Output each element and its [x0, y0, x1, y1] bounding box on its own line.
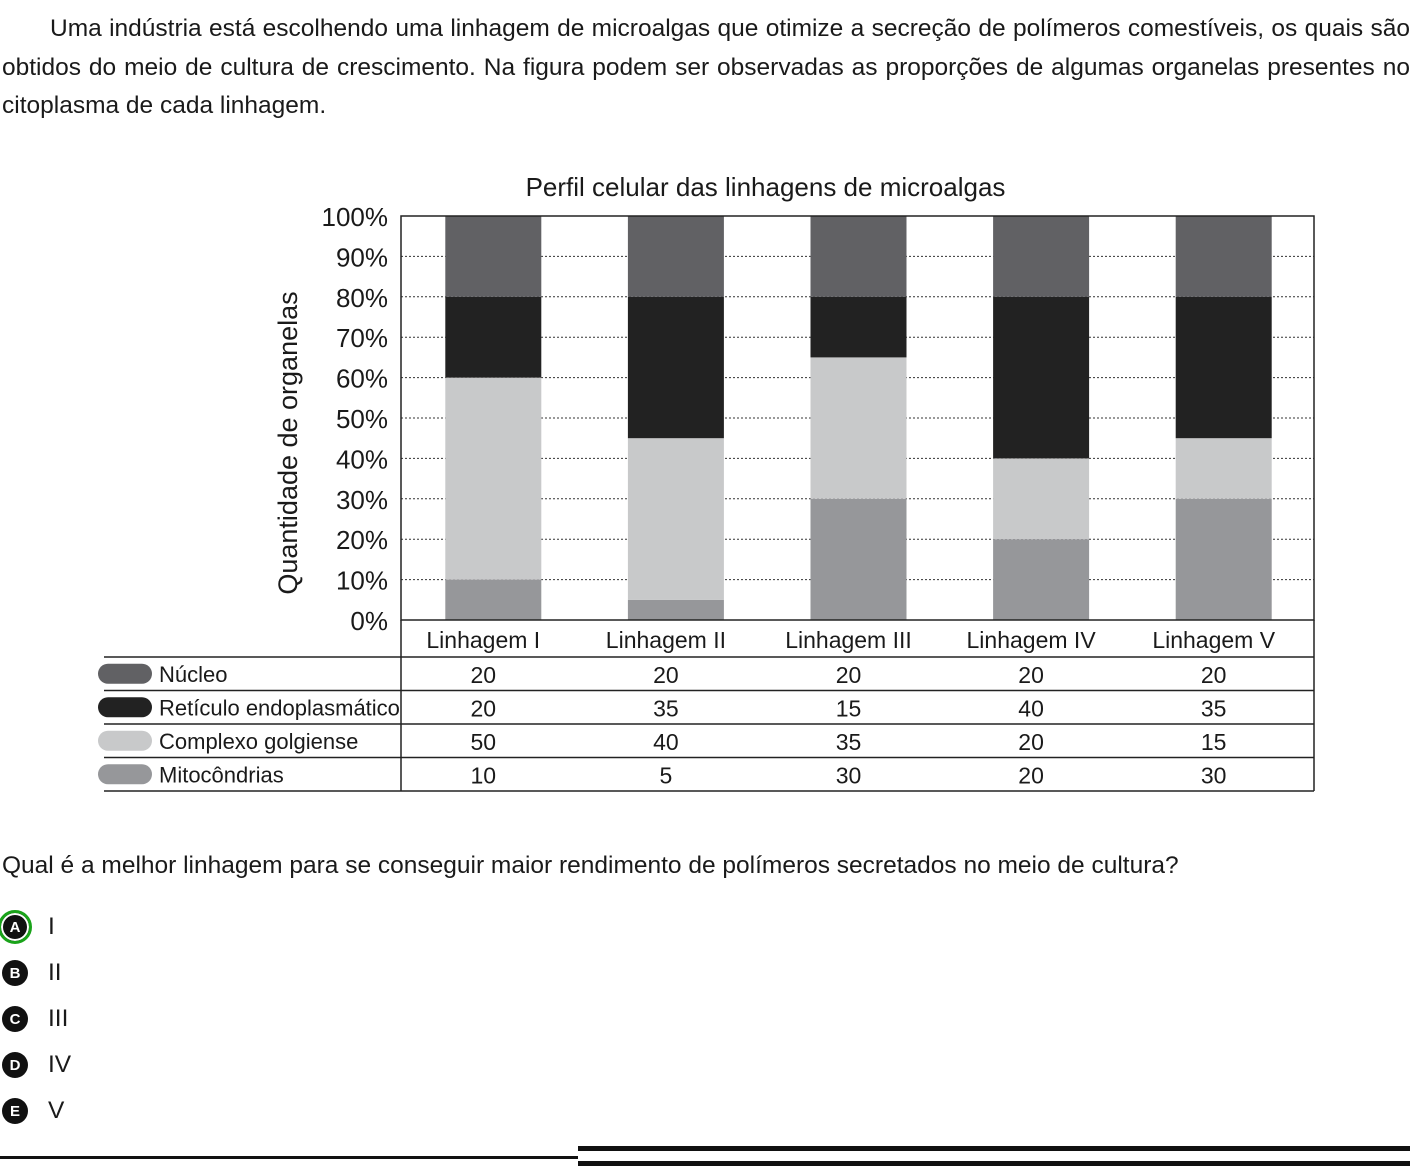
table-value: 10: [470, 762, 497, 789]
option-d-text: IV: [48, 1051, 72, 1078]
x-tick-label: Linhagem IV: [966, 627, 1096, 653]
option-a-badge[interactable]: A: [0, 910, 32, 944]
bar-segment: [811, 216, 907, 297]
bar-segment: [993, 458, 1089, 539]
bar-segment: [1176, 297, 1272, 438]
option-b-badge[interactable]: B: [2, 960, 28, 986]
chart-title: Perfil celular das linhagens de microalgas: [525, 172, 1006, 202]
y-tick-label: 80%: [335, 282, 388, 313]
answer-options: [2, 904, 71, 1134]
legend-label: Mitocôndrias: [159, 762, 284, 788]
table-value: 15: [1200, 728, 1227, 755]
legend-label: Núcleo: [159, 661, 228, 687]
x-tick-label: Linhagem I: [426, 627, 541, 653]
footer-rule-left: [0, 1156, 578, 1159]
table-value: 20: [1018, 728, 1044, 755]
table-value: 35: [1200, 695, 1227, 722]
bar-segment: [811, 357, 907, 498]
bar-segment: [1176, 216, 1272, 297]
legend-swatch: [98, 731, 152, 751]
table-value: 30: [835, 762, 862, 789]
option-d[interactable]: [2, 1042, 71, 1088]
bar-segment: [628, 600, 724, 620]
option-c-text: III: [48, 1005, 69, 1032]
y-tick-label: 0%: [350, 606, 388, 636]
bar-segment: [628, 438, 724, 600]
table-value: 35: [835, 728, 862, 755]
bar-segment: [993, 539, 1089, 620]
legend-label: Retículo endoplasmático: [159, 695, 400, 721]
x-tick-label: Linhagem V: [1152, 627, 1276, 653]
table-value: 20: [470, 661, 497, 688]
y-tick-label: 100%: [321, 202, 388, 232]
option-b-text: II: [48, 959, 62, 986]
footer-rule-right-bottom: [578, 1161, 1410, 1166]
bar-segment: [445, 580, 541, 620]
option-c[interactable]: [2, 996, 71, 1042]
y-tick-label: 60%: [335, 363, 388, 394]
y-tick-label: 50%: [335, 404, 388, 434]
option-d-badge[interactable]: D: [2, 1052, 28, 1078]
bar-segment: [628, 297, 724, 438]
y-axis-label: Quantidade de organelas: [273, 291, 303, 595]
option-c-badge[interactable]: C: [2, 1006, 28, 1032]
bar-segment: [993, 216, 1089, 297]
y-tick-label: 10%: [335, 565, 388, 596]
option-e-badge[interactable]: E: [2, 1098, 28, 1124]
table-value: 30: [1200, 762, 1227, 789]
table-value: 20: [1200, 661, 1227, 688]
bar-segment: [628, 216, 724, 297]
legend-swatch: [98, 764, 152, 784]
table-value: 20: [1018, 661, 1044, 688]
legend-swatch: [98, 664, 152, 684]
table-value: 40: [653, 728, 679, 755]
bar-segment: [811, 499, 907, 620]
option-a[interactable]: [2, 904, 71, 950]
bar-segment: [1176, 499, 1272, 620]
option-e[interactable]: [2, 1088, 71, 1134]
table-value: 20: [653, 661, 679, 688]
intro-paragraph: Uma indústria está escolhendo uma linhagem de microalgas que otimize a secreção de polímeros comestíveis, os quais são obtidos do meio de cultura de crescimento. Na figura podem ser observadas as proporções de algumas organelas presentes no citoplasma de cada linhagem.: [2, 15, 1410, 119]
y-tick-label: 20%: [335, 525, 388, 556]
y-tick-label: 90%: [335, 242, 388, 273]
legend-label: Complexo golgiense: [159, 728, 359, 754]
table-value: 15: [835, 695, 862, 722]
bar-segment: [993, 297, 1089, 459]
table-value: 20: [835, 661, 862, 688]
table-value: 20: [470, 695, 497, 722]
table-value: 50: [470, 728, 497, 755]
bar-segment: [445, 297, 541, 378]
x-tick-label: Linhagem II: [605, 627, 727, 653]
option-b[interactable]: [2, 950, 71, 996]
question-text: Qual é a melhor linhagem para se conseguir maior rendimento de polímeros secretados no meio de cultura?: [2, 852, 1179, 879]
y-tick-label: 30%: [335, 484, 388, 515]
bar-segment: [1176, 438, 1272, 499]
table-value: 40: [1018, 695, 1044, 722]
table-value: 5: [659, 762, 673, 789]
y-tick-label: 40%: [335, 444, 388, 475]
y-tick-label: 70%: [335, 323, 388, 354]
table-value: 35: [653, 695, 679, 722]
bar-segment: [811, 297, 907, 358]
bar-segment: [445, 216, 541, 297]
table-value: 20: [1018, 762, 1044, 789]
x-tick-label: Linhagem III: [785, 627, 912, 653]
legend-swatch: [98, 697, 152, 717]
option-a-text: I: [48, 913, 55, 940]
bar-segment: [445, 378, 541, 580]
option-e-text: V: [48, 1097, 65, 1124]
footer-rule-right-top: [578, 1146, 1410, 1151]
